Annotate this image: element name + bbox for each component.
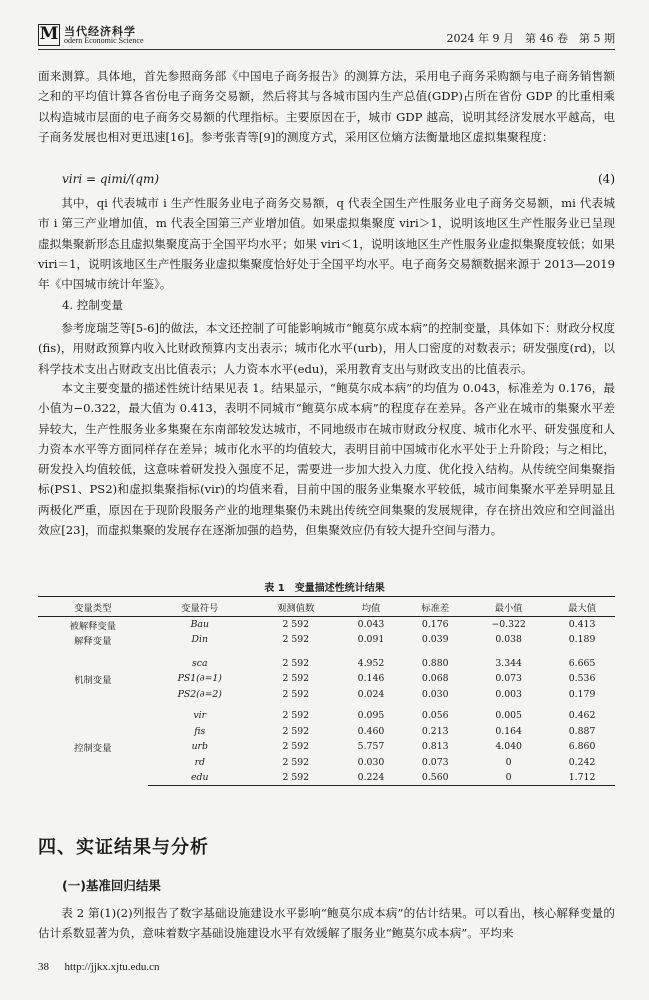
cell: 0.213 (421, 725, 449, 737)
paragraph-descriptive-stats: 本文主要变量的描述性统计结果见表 1。结果显示，“鲍莫尔成本病”的均值为 0.043，标准差为 0.176，最小值为−0.322，最大值为 0.413，表明不同城市“鲍莫尔成本病”的程度存在差异。各产业在城市的集聚水平差异较大，生产性服务业多集聚在东南部较发达城市，不同地级市在城市财政分权度、城市化水平、研发强度和人力资本水平等方面同样存在差异；城市化水平的均值较大，表明目前中国城市化水平处于上升阶段；与之相比，研发投入均值较低，这意味着研发投入强度不足，需要进一步加大投入力度、优化投入结构。从传统空间集聚指标(PS1、PS2)和虚拟集聚指标(vir)的均值来看，目前中国的服务业集聚水平较低，城市间集聚水平差异明显且两极化严重，原因在于现阶段服务产业的地理集聚仍未跳出传统空间集聚的发展规律，存在挤出效应和空间溢出效应[23]，而虚拟集聚的发展存在逐渐加强的趋势，但集聚效应仍有较大提升空间与潜力。 (38, 381, 615, 538)
cell: 2 592 (282, 688, 310, 700)
paragraph-baseline-results: 表 2 第(1)(2)列报告了数字基础设施建设水平影响“鲍莫尔成本病”的估计结果。可以看出，核心解释变量的估计系数显著为负，意味着数字基础设施建设水平有效缓解了服务业“鲍莫尔成本病”。平均来 (38, 906, 615, 941)
cell: 0.039 (421, 634, 449, 646)
cell: 2 592 (282, 634, 310, 646)
cell: 0.887 (568, 725, 596, 737)
cell: 1.712 (549, 770, 615, 786)
formula-expression: viri = qimi/(qm) (62, 172, 160, 186)
cell: 0.560 (402, 770, 468, 786)
cell: 0.056 (421, 710, 449, 722)
cell: 0.091 (357, 634, 385, 646)
table-row (38, 656, 615, 672)
paragraph-intro: 面来测算。具体地，首先参照商务部《中国电子商务报告》的测算方法，采用电子商务采购额与电子商务销售额之和的平均值计算各省份电子商务交易额，然后将其与各城市国内生产总值(GDP)占所在省份 GDP 的比重相乘以构造城市层面的电子商务交易额的代理指标。主要原因在于，城市 GDP 越高，说明其经济发展水平越高，电子商务发展也相对更迅速[16]。参考张青等[9]的测度方式，采用区位熵方法衡量地区虚拟集聚程度： (38, 69, 615, 144)
col-header: 变量符号 (148, 597, 252, 617)
cell: 0.068 (421, 673, 449, 685)
page-number: 38 (38, 961, 49, 973)
table-spacer (38, 648, 615, 656)
subhead-control-variables: 4. 控制变量 (62, 298, 124, 312)
cell: 5.757 (357, 741, 385, 753)
section-title: 四、实证结果与分析 (38, 837, 209, 858)
section-subtitle: (一)基准回归结果 (62, 878, 161, 893)
col-header: 最大值 (549, 597, 615, 617)
cell: 3.344 (495, 657, 522, 669)
formula-number: (4) (598, 172, 615, 186)
cell: PS1(∂=1) (177, 673, 222, 685)
col-header: 观测值数 (252, 597, 340, 617)
table-header-row (38, 597, 615, 617)
cell: 0.179 (568, 688, 596, 700)
cell: 6.860 (568, 741, 596, 753)
cell: 0.813 (421, 741, 449, 753)
cell: 0 (505, 756, 512, 768)
journal-name-cn: 当代经济科学 (64, 25, 136, 38)
issue-info: 2024 年 9 月 第 46 卷 第 5 期 (446, 32, 615, 45)
cell: 2 592 (282, 619, 310, 630)
table-title: 表 1 变量描述性统计结果 (264, 583, 385, 594)
cell: 0.095 (357, 710, 385, 722)
journal-name-en: odern Economic Science (64, 36, 144, 45)
cell: 2 592 (282, 657, 310, 669)
cell: urb (191, 741, 208, 753)
formula-4 (62, 172, 615, 186)
table-row (38, 617, 615, 633)
cell: 0.224 (340, 770, 403, 786)
journal-header (38, 22, 615, 50)
cell: 0.460 (357, 725, 385, 737)
cell: 0.880 (421, 657, 449, 669)
cell: 0.043 (357, 619, 385, 630)
cell: 0.189 (568, 634, 596, 646)
cell: 0.005 (495, 710, 522, 722)
cell: 0.146 (357, 673, 385, 685)
group-label: 机制变量 (74, 674, 112, 686)
table-row (38, 708, 615, 724)
cell: sca (192, 657, 208, 669)
cell: 2 592 (282, 710, 310, 722)
journal-url[interactable]: http://jjkx.xjtu.edu.cn (64, 961, 160, 973)
paragraph-vir-explanation: 其中，qi 代表城市 i 生产性服务业电子商务交易额，q 代表全国生产性服务业电子商务交易额，mi 代表城市 i 第三产业增加值，m 代表全国第三产业增加值。如果虚拟集聚度 viri＞1，说明该地区生产性服务业已呈现虚拟集聚新形态且虚拟集聚度高于全国平均水平；如果 viri＜1，说明该地区生产性服务业虚拟集聚度较低；如果 viri＝1，说明该地区生产性服务业虚拟集聚度恰好处于全国平均水平。电子商务交易额数据来源于 2013—2019 年《中国城市统计年鉴》。 (38, 196, 615, 292)
cell: 0.176 (421, 619, 449, 630)
cell: 2 592 (282, 741, 310, 753)
cell: 2 592 (282, 756, 310, 768)
page-footer (38, 960, 160, 973)
group-label: 控制变量 (74, 742, 112, 754)
cell: 0.038 (495, 634, 522, 646)
paragraph-control-variables: 参考庞瑞芝等[5-6]的做法，本文还控制了可能影响城市“鲍莫尔成本病”的控制变量，具体如下：财政分权度(fis)，用财政预算内收入比财政预算内支出表示；城市化水平(urb)，用人口密度的对数表示；研发强度(rd)，以科学技术支出占财政支出比值表示；人力资本水平(edu)，采用教育支出与财政支出的比值表示。 (38, 321, 615, 376)
cell: 2 592 (282, 673, 310, 685)
col-header: 标准差 (402, 597, 468, 617)
cell: rd (194, 756, 205, 768)
cell: PS2(∂=2) (177, 688, 222, 700)
journal-logo: M (39, 24, 59, 44)
cell: fis (194, 725, 206, 737)
cell: 2 592 (282, 725, 310, 737)
col-header: 变量类型 (38, 597, 148, 617)
cell: 0.030 (357, 756, 385, 768)
group-label: 被解释变量 (69, 620, 117, 632)
cell: 0.242 (568, 756, 596, 768)
cell: 0.073 (421, 756, 449, 768)
cell: Bau (190, 619, 209, 630)
cell: 2 592 (252, 770, 340, 786)
cell: 4.040 (495, 741, 522, 753)
cell: 0.536 (568, 673, 596, 685)
cell: 0 (468, 770, 549, 786)
cell: 0.030 (421, 688, 449, 700)
cell: 0.003 (495, 688, 522, 700)
table-row (38, 632, 615, 648)
cell: −0.322 (491, 619, 526, 630)
cell: 6.665 (568, 657, 596, 669)
descriptive-stats-table (38, 596, 615, 786)
cell: edu (148, 770, 252, 786)
cell: 0.164 (495, 725, 522, 737)
cell: 0.413 (568, 619, 596, 630)
col-header: 最小值 (468, 597, 549, 617)
col-header: 均值 (340, 597, 403, 617)
cell: 0.024 (357, 688, 385, 700)
cell: 4.952 (357, 657, 385, 669)
cell: 0.462 (568, 710, 596, 722)
cell: vir (193, 710, 207, 722)
group-label: 解释变量 (74, 635, 112, 647)
cell: 0.073 (495, 673, 522, 685)
cell: Din (191, 634, 208, 646)
